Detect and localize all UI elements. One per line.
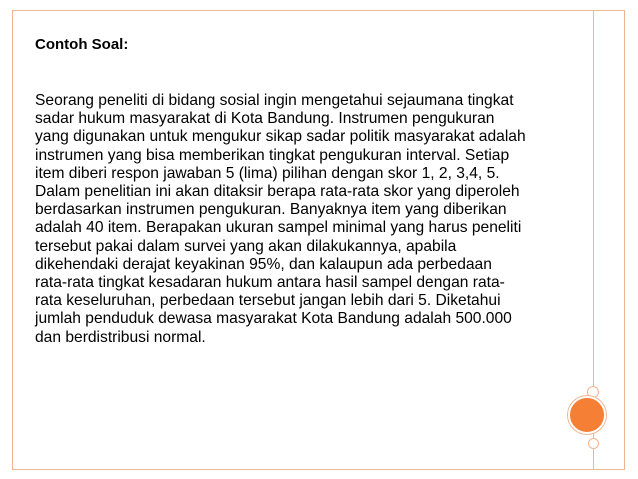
text-line: berdasarkan instrumen pengukuran. Banyaknya item yang diberikan: [35, 201, 507, 219]
text-line: Seorang peneliti di bidang sosial ingin mengetahui sejaumana tingkat: [35, 92, 514, 109]
decorative-orange-circle-icon: [568, 396, 606, 434]
text-line: yang digunakan untuk mengukur sikap sadar politik masyarakat adalah: [35, 128, 526, 146]
text-line: jumlah penduduk dewasa masyarakat Kota Bandung adalah 500.000: [35, 310, 512, 328]
problem-text: [35, 92, 595, 347]
text-line: dikehendaki derajat keyakinan 95%, dan kalaupun ada perbedaan: [35, 255, 492, 273]
text-line: Dalam penelitian ini akan ditaksir berapa rata-rata skor yang diperoleh: [35, 183, 520, 201]
text-line: adalah 40 item. Berapakan ukuran sampel minimal yang harus peneliti: [35, 219, 522, 237]
text-line: rata-rata tingkat kesadaran hukum antara hasil sampel dengan rata-: [35, 274, 505, 292]
decorative-tiny-circle-icon: [588, 438, 599, 449]
text-line: item diberi respon jawaban 5 (lima) pilihan dengan skor 1, 2, 3,4, 5.: [35, 164, 500, 182]
text-line: rata keseluruhan, perbedaan tersebut jangan lebih dari 5. Diketahui: [35, 292, 501, 310]
slide-title: Contoh Soal:: [35, 36, 129, 53]
text-line: instrumen yang bisa memberikan tingkat pengukuran interval. Setiap: [35, 146, 510, 164]
text-line: dan berdistribusi normal.: [35, 328, 206, 346]
text-line: sadar hukum masyarakat di Kota Bandung. Instrumen pengukuran: [35, 110, 495, 128]
text-line: tersebut pakai dalam survei yang akan dilakukannya, apabila: [35, 237, 457, 255]
